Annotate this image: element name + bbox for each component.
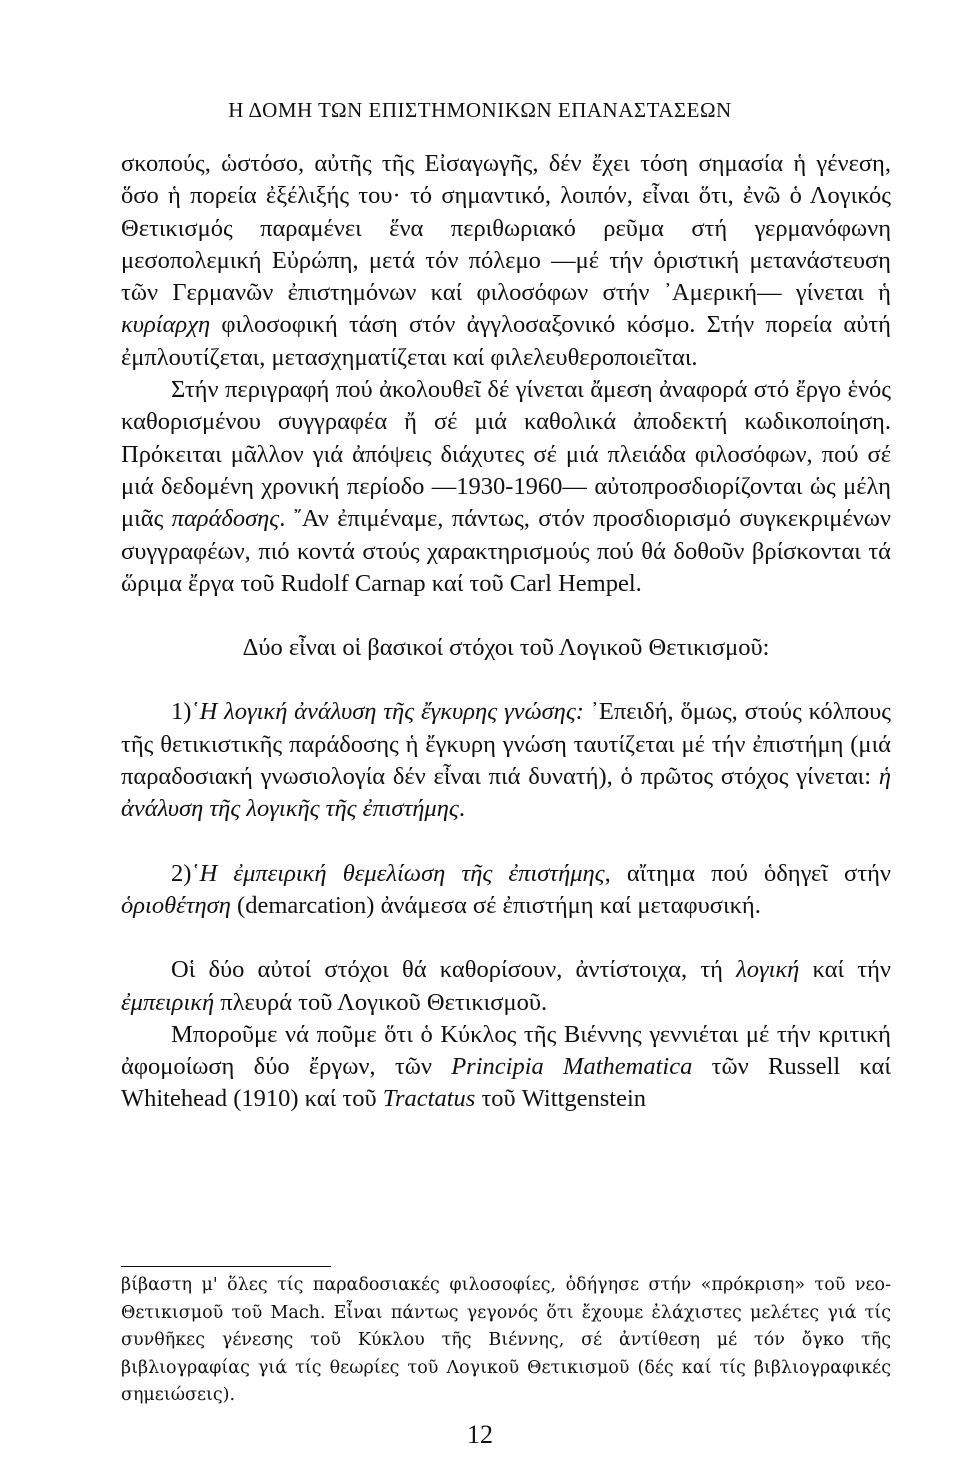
- paragraph-7: Μποροῦμε νά ποῦμε ὅτι ὁ Κύκλος τῆς Βιέννης γεννιέται μέ τήν κριτική ἀφομοίωση δύο ἔργων, τῶν Principia Mathematica τῶν Russell καί Whitehead (1910) καί τοῦ Tractatus τοῦ Wittgenstein: [121, 1020, 891, 1113]
- footnote: [121, 1272, 891, 1410]
- paragraph-6: Οἱ δύο αὐτοί στόχοι θά καθορίσουν, ἀντίστοιχα, τή λογική καί τήν ἐμπειρική πλευρά τοῦ Λογικοῦ Θετικισμοῦ.: [121, 956, 891, 1016]
- footnote-text: βίβαστη μ' ὅλες τίς παραδοσιακές φιλοσοφίες, ὁδήγησε στήν «πρόκριση» τοῦ νεο-Θετικισμοῦ τοῦ Mach. Εἶναι πάντως γεγονός ὅτι ἔχουμε ἐλάχιστες μελέτες γιά τίς συνθῆκες γένεσης τοῦ Κύκλου τῆς Βιέννης, σέ ἀντίθεση μέ τόν ὄγκο τῆς βιβλιογραφίας γιά τίς θεωρίες τοῦ Λογικοῦ Θετικισμοῦ (δές καί τίς βιβλιογραφικές σημειώσεις).: [121, 1275, 891, 1405]
- paragraph-goal-1: 1)῾Η λογική ἀνάλυση τῆς ἔγκυρης γνώσης: ᾿Επειδή, ὅμως, στούς κόλπους τῆς θετικιστικῆς παράδοσης ἡ ἔγκυρη γνώση ταυτίζεται μέ τήν ἐπιστήμη (μιά παραδοσιακή γνωσιολογία δέν εἶναι πιά δυνατή), ὁ πρῶτος στόχος γίνεται: ἡ ἀνάλυση τῆς λογικῆς τῆς ἐπιστήμης.: [121, 698, 891, 823]
- paragraph-goal-2: 2)῾Η ἐμπειρική θεμελίωση τῆς ἐπιστήμης, αἴτημα πού ὁδηγεῖ στήν ὁριοθέτηση (demarcation) ἀνάμεσα σέ ἐπιστήμη καί μεταφυσική.: [121, 859, 891, 919]
- paragraph-1: σκοπούς, ὡστόσο, αὐτῆς τῆς Εἰσαγωγῆς, δέν ἔχει τόση σημασία ἡ γένεση, ὅσο ἡ πορεία ἐξέλιξής του· τό σημαντικό, λοιπόν, εἶναι ὅτι, ἐνῶ ὁ Λογικός Θετικισμός παραμένει ἕνα περιθωριακό ρεῦμα στή γερμανόφωνη μεσοπολεμική Εὐρώπη, μετά τόν πόλεμο —μέ τήν ὁριστική μετανάστευση τῶν Γερμανῶν ἐπιστημόνων καί φιλοσόφων στήν ᾿Αμερική— γίνεται ἡ κυρίαρχη φιλοσοφική τάση στόν ἀγγλοσαξονικό κόσμο. Στήν πορεία αὐτή ἐμπλουτίζεται, μετασχηματίζεται καί φιλελευθεροποιεῖται.: [121, 150, 891, 371]
- running-head: Η ΔΟΜΗ ΤΩΝ ΕΠΙΣΤΗΜΟΝΙΚΩΝ ΕΠΑΝΑΣΤΑΣΕΩΝ: [228, 98, 732, 122]
- paragraph-goals-intro: Δύο εἶναι οἱ βασικοί στόχοι τοῦ Λογικοῦ Θετικισμοῦ:: [242, 634, 770, 662]
- footnote-divider: [121, 1266, 331, 1267]
- main-text: [121, 148, 891, 1116]
- page-number: 12: [467, 1420, 493, 1449]
- paragraph-2: Στήν περιγραφή πού ἀκολουθεῖ δέ γίνεται ἄμεση ἀναφορά στό ἔργο ἑνός καθορισμένου συγγραφέα ἤ σέ μιά καθολικά ἀποδεκτή κωδικοποίηση. Πρόκειται μᾶλλον γιά ἀπόψεις διάχυτες σέ μιά πλειάδα φιλοσόφων, πού σέ μιά δεδομένη χρονική περίοδο —1930-1960— αὐτοπροσδιορίζονται ὡς μέλη μιᾶς παράδοσης. ῎Αν ἐπιμέναμε, πάντως, στόν προσδιορισμό συγκεκριμένων συγγραφέων, πιό κοντά στούς χαρακτηρισμούς πού θά δοθοῦν βρίσκονται τά ὥριμα ἔργα τοῦ Rudolf Carnap καί τοῦ Carl Hempel.: [121, 376, 891, 597]
